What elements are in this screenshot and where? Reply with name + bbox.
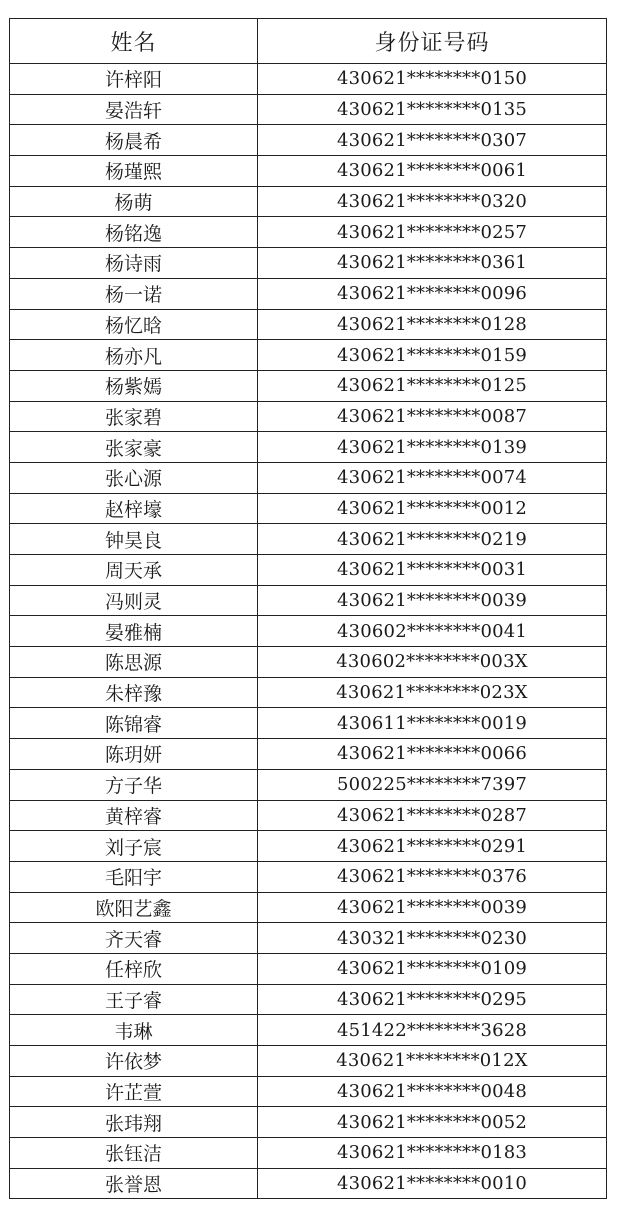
roster-sheet [9, 18, 606, 1199]
name-cell: 许依梦 [10, 1046, 258, 1077]
id-number-cell: 430621********0039 [258, 892, 607, 923]
id-number-cell: 430621********0039 [258, 585, 607, 616]
name-cell: 陈锦睿 [10, 708, 258, 739]
id-number-cell: 430621********0376 [258, 861, 607, 892]
table-row [10, 647, 607, 678]
name-cell: 张誉恩 [10, 1168, 258, 1199]
name-cell: 赵梓壕 [10, 493, 258, 524]
id-number-cell: 430621********0135 [258, 94, 607, 125]
id-number-cell: 430621********0074 [258, 462, 607, 493]
header-id-number: 身份证号码 [258, 19, 607, 64]
name-cell: 张心源 [10, 462, 258, 493]
name-cell: 晏浩轩 [10, 94, 258, 125]
id-number-cell: 430621********0361 [258, 248, 607, 279]
name-cell: 杨一诺 [10, 278, 258, 309]
name-cell: 冯则灵 [10, 585, 258, 616]
table-row [10, 309, 607, 340]
table-row [10, 186, 607, 217]
name-cell: 任梓欣 [10, 953, 258, 984]
table-row [10, 370, 607, 401]
name-cell: 杨亦凡 [10, 340, 258, 371]
name-cell: 王子睿 [10, 984, 258, 1015]
id-number-cell: 430621********0031 [258, 555, 607, 586]
table-row [10, 555, 607, 586]
name-cell: 杨诗雨 [10, 248, 258, 279]
name-cell: 黄梓睿 [10, 800, 258, 831]
table-row [10, 677, 607, 708]
table-row [10, 831, 607, 862]
id-number-cell: 430621********0128 [258, 309, 607, 340]
id-number-cell: 430621********0183 [258, 1138, 607, 1169]
id-number-cell: 430621********0287 [258, 800, 607, 831]
id-number-cell: 430621********0010 [258, 1168, 607, 1199]
id-number-cell: 430621********0052 [258, 1107, 607, 1138]
name-cell: 张家豪 [10, 432, 258, 463]
id-number-cell: 430621********023X [258, 677, 607, 708]
id-number-cell: 430621********0012 [258, 493, 607, 524]
table-row [10, 278, 607, 309]
id-number-cell: 430621********0307 [258, 125, 607, 156]
table-row [10, 524, 607, 555]
table-row [10, 616, 607, 647]
table-row [10, 984, 607, 1015]
name-cell: 杨晨希 [10, 125, 258, 156]
name-cell: 杨忆晗 [10, 309, 258, 340]
id-number-cell: 430621********0295 [258, 984, 607, 1015]
table-row [10, 585, 607, 616]
name-cell: 杨瑾熙 [10, 156, 258, 187]
id-number-cell: 451422********3628 [258, 1015, 607, 1046]
name-cell: 陈玥妍 [10, 739, 258, 770]
name-cell: 齐天睿 [10, 923, 258, 954]
table-row [10, 64, 607, 95]
id-number-cell: 430621********0061 [258, 156, 607, 187]
table-row [10, 861, 607, 892]
table-row [10, 892, 607, 923]
table-row [10, 156, 607, 187]
id-number-cell: 430621********0291 [258, 831, 607, 862]
id-number-cell: 430621********0125 [258, 370, 607, 401]
name-cell: 张钰洁 [10, 1138, 258, 1169]
name-cell: 许梓阳 [10, 64, 258, 95]
name-cell: 毛阳宇 [10, 861, 258, 892]
table-row [10, 340, 607, 371]
name-cell: 周天承 [10, 555, 258, 586]
name-cell: 许芷萱 [10, 1076, 258, 1107]
table-row [10, 1046, 607, 1077]
id-number-cell: 430321********0230 [258, 923, 607, 954]
table-row [10, 94, 607, 125]
name-cell: 方子华 [10, 769, 258, 800]
table-row [10, 401, 607, 432]
table-row [10, 248, 607, 279]
name-id-table [9, 18, 607, 1199]
id-number-cell: 430621********0109 [258, 953, 607, 984]
table-body [10, 64, 607, 1199]
name-cell: 韦琳 [10, 1015, 258, 1046]
table-row [10, 1168, 607, 1199]
id-number-cell: 430602********0041 [258, 616, 607, 647]
id-number-cell: 430621********0159 [258, 340, 607, 371]
table-row [10, 800, 607, 831]
name-cell: 张家碧 [10, 401, 258, 432]
header-name: 姓名 [10, 19, 258, 64]
table-row [10, 769, 607, 800]
id-number-cell: 430602********003X [258, 647, 607, 678]
table-row [10, 217, 607, 248]
id-number-cell: 430621********0096 [258, 278, 607, 309]
id-number-cell: 430621********0150 [258, 64, 607, 95]
id-number-cell: 430621********0219 [258, 524, 607, 555]
id-number-cell: 430621********0320 [258, 186, 607, 217]
id-number-cell: 430621********0257 [258, 217, 607, 248]
table-row [10, 493, 607, 524]
table-row [10, 923, 607, 954]
name-cell: 陈思源 [10, 647, 258, 678]
id-number-cell: 430621********0139 [258, 432, 607, 463]
table-row [10, 708, 607, 739]
name-cell: 钟昊良 [10, 524, 258, 555]
name-cell: 杨萌 [10, 186, 258, 217]
id-number-cell: 430621********0087 [258, 401, 607, 432]
name-cell: 张玮翔 [10, 1107, 258, 1138]
table-row [10, 462, 607, 493]
header-row [10, 19, 607, 64]
id-number-cell: 430621********0048 [258, 1076, 607, 1107]
id-number-cell: 500225********7397 [258, 769, 607, 800]
table-row [10, 1138, 607, 1169]
table-row [10, 953, 607, 984]
name-cell: 杨紫嫣 [10, 370, 258, 401]
name-cell: 欧阳艺鑫 [10, 892, 258, 923]
name-cell: 杨铭逸 [10, 217, 258, 248]
name-cell: 晏雅楠 [10, 616, 258, 647]
table-row [10, 1015, 607, 1046]
table-row [10, 125, 607, 156]
name-cell: 刘子宸 [10, 831, 258, 862]
table-row [10, 432, 607, 463]
table-row [10, 739, 607, 770]
table-row [10, 1076, 607, 1107]
id-number-cell: 430621********012X [258, 1046, 607, 1077]
id-number-cell: 430621********0066 [258, 739, 607, 770]
id-number-cell: 430611********0019 [258, 708, 607, 739]
name-cell: 朱梓豫 [10, 677, 258, 708]
table-row [10, 1107, 607, 1138]
